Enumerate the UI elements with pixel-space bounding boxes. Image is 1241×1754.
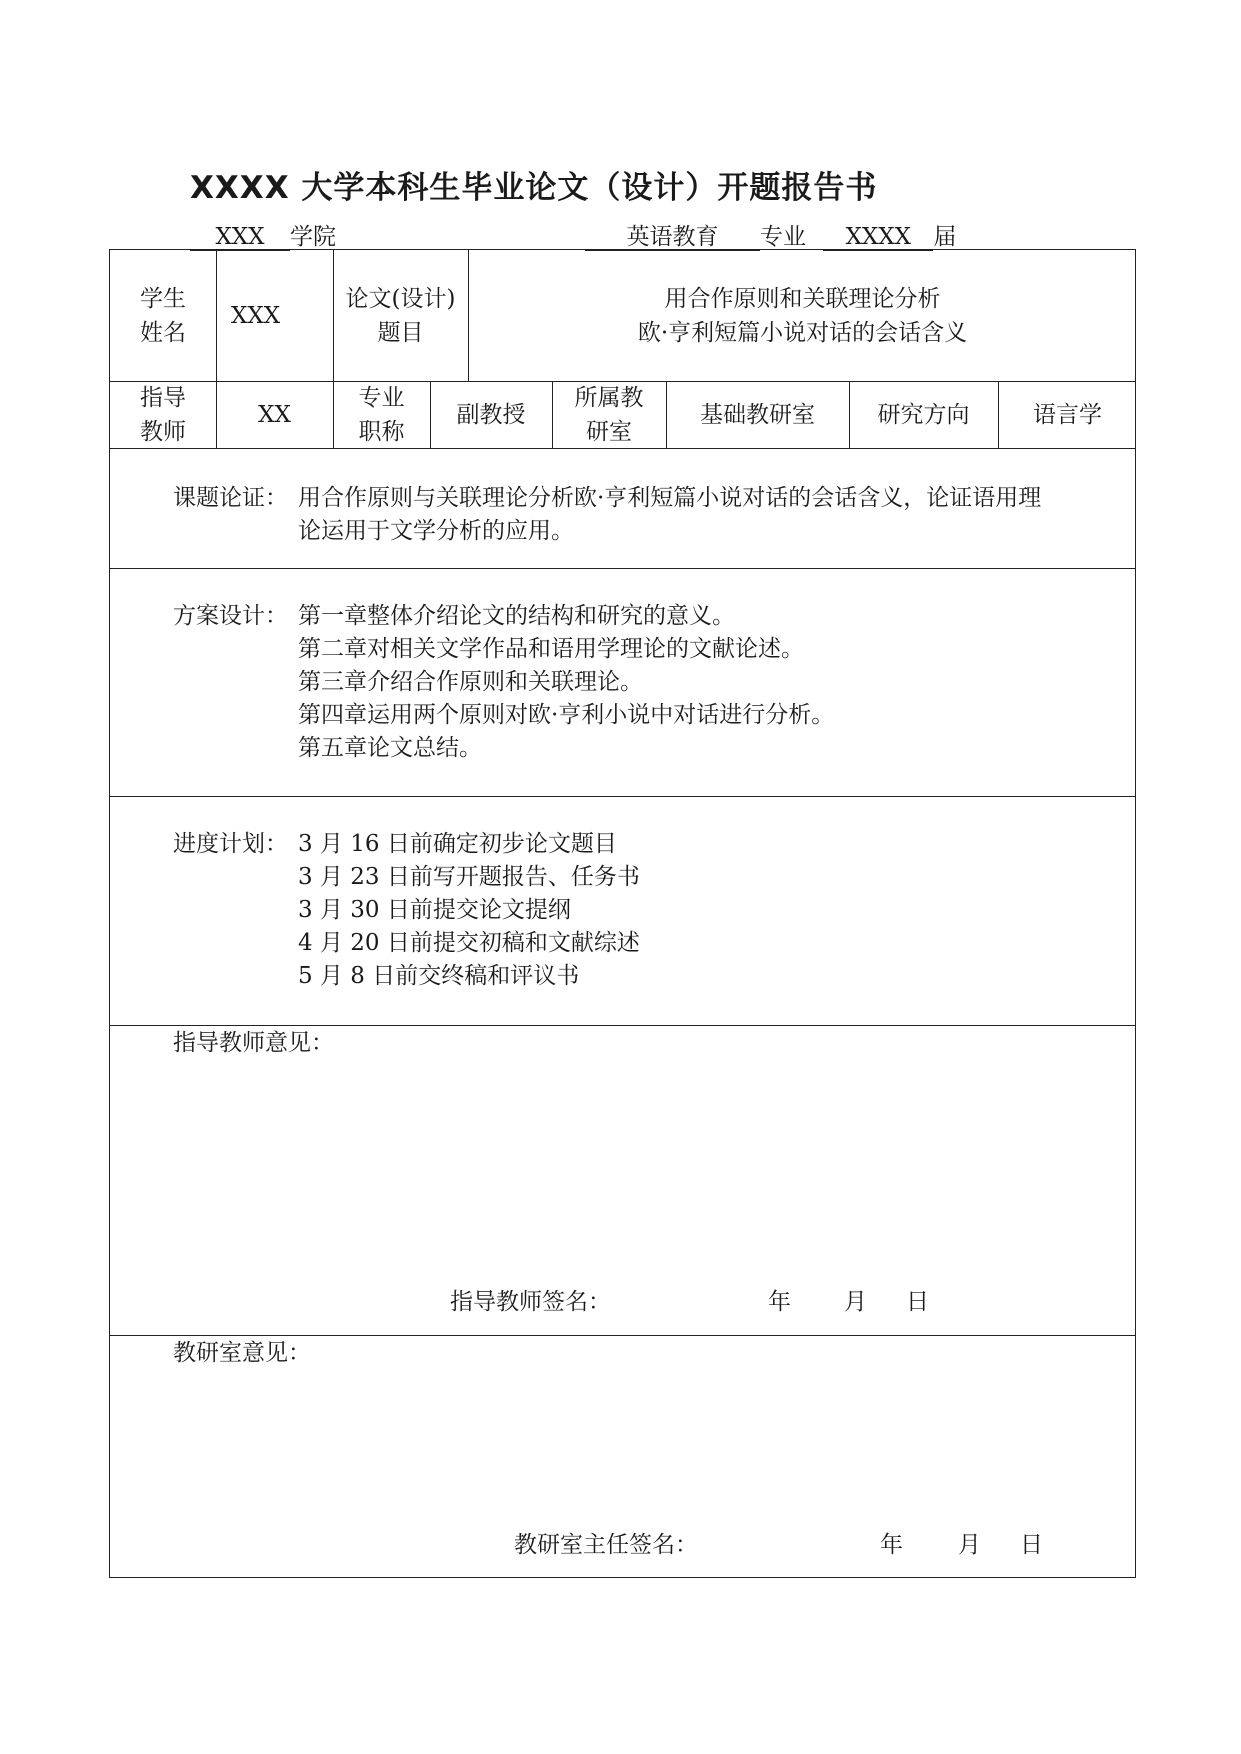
dept-sign-day: 日 [1020,1532,1043,1558]
topic-value[interactable]: 用合作原则和关联理论分析 欧·亨利短篇小说对话的会话含义 [637,285,968,346]
dept-label: 所属教 研室 [574,384,644,445]
row-divider [110,1025,1135,1026]
major-field[interactable]: 英语教育 [585,224,760,251]
college-field[interactable]: XXX [190,224,290,251]
direction-label: 研究方向 [877,401,970,428]
advisor-signature-line[interactable] [450,1286,1130,1320]
advisor-value[interactable]: XX [258,401,291,428]
argument-label: 课题论证： [173,485,288,511]
college-suffix: 学院 [290,224,336,250]
advisor-opinion-label: 指导教师意见： [173,1030,334,1056]
schedule-label: 进度计划： [173,831,288,857]
design-label: 方案设计： [173,603,288,629]
student-name-label: 学生 姓名 [140,285,186,346]
dept-value[interactable]: 基础教研室 [700,401,815,428]
major-suffix: 专业 [760,224,806,250]
dept-sign-month: 月 [958,1532,981,1558]
advisor-label: 指导 教师 [140,384,186,445]
page-title: XXXX 大学本科生毕业论文（设计）开题报告书 [190,170,878,206]
row-divider [110,796,1135,797]
title-label: 专业 职称 [358,384,405,445]
major-line [585,218,956,251]
dept-signature-line[interactable] [514,1529,1134,1563]
class-year-field[interactable]: XXXX [823,224,933,251]
student-name-value[interactable]: XXX [231,302,281,329]
topic-label: 论文(设计) 题目 [345,285,456,346]
row-divider [110,568,1135,569]
argument-text: 用合作原则与关联理论分析欧·亨利短篇小说对话的会话含义，论证语用理 论运用于文学分析的应用。 [298,485,1042,544]
dept-signature-label: 教研室主任签名： [514,1532,698,1558]
row-divider [110,1335,1135,1336]
title-value[interactable]: 副教授 [456,401,526,428]
dept-sign-year: 年 [880,1532,903,1558]
advisor-signature-label: 指导教师签名： [450,1289,611,1315]
design-text: 第一章整体介绍论文的结构和研究的意义。 第二章对相关文学作品和语用学理论的文献论述。 第三章介绍合作原则和关联理论。 第四章运用两个原则对欧·亨利小说中对话进行分析。 第五章论文总结。 [298,603,835,761]
college-line [190,218,336,251]
schedule-text: 3 月 16 日前确定初步论文题目 3 月 23 日前写开题报告、任务书 3 月 30 日前提交论文提纲 4 月 20 日前提交初稿和文献综述 5 月 8 日前交终稿和评议书 [298,831,640,989]
proposal-form [109,249,1136,1578]
advisor-sign-day: 日 [906,1289,929,1315]
advisor-sign-month: 月 [844,1289,867,1315]
dept-opinion-label: 教研室意见： [173,1340,311,1366]
class-year-suffix: 届 [933,224,957,250]
advisor-sign-year: 年 [768,1289,791,1315]
direction-value[interactable]: 语言学 [1033,401,1102,428]
